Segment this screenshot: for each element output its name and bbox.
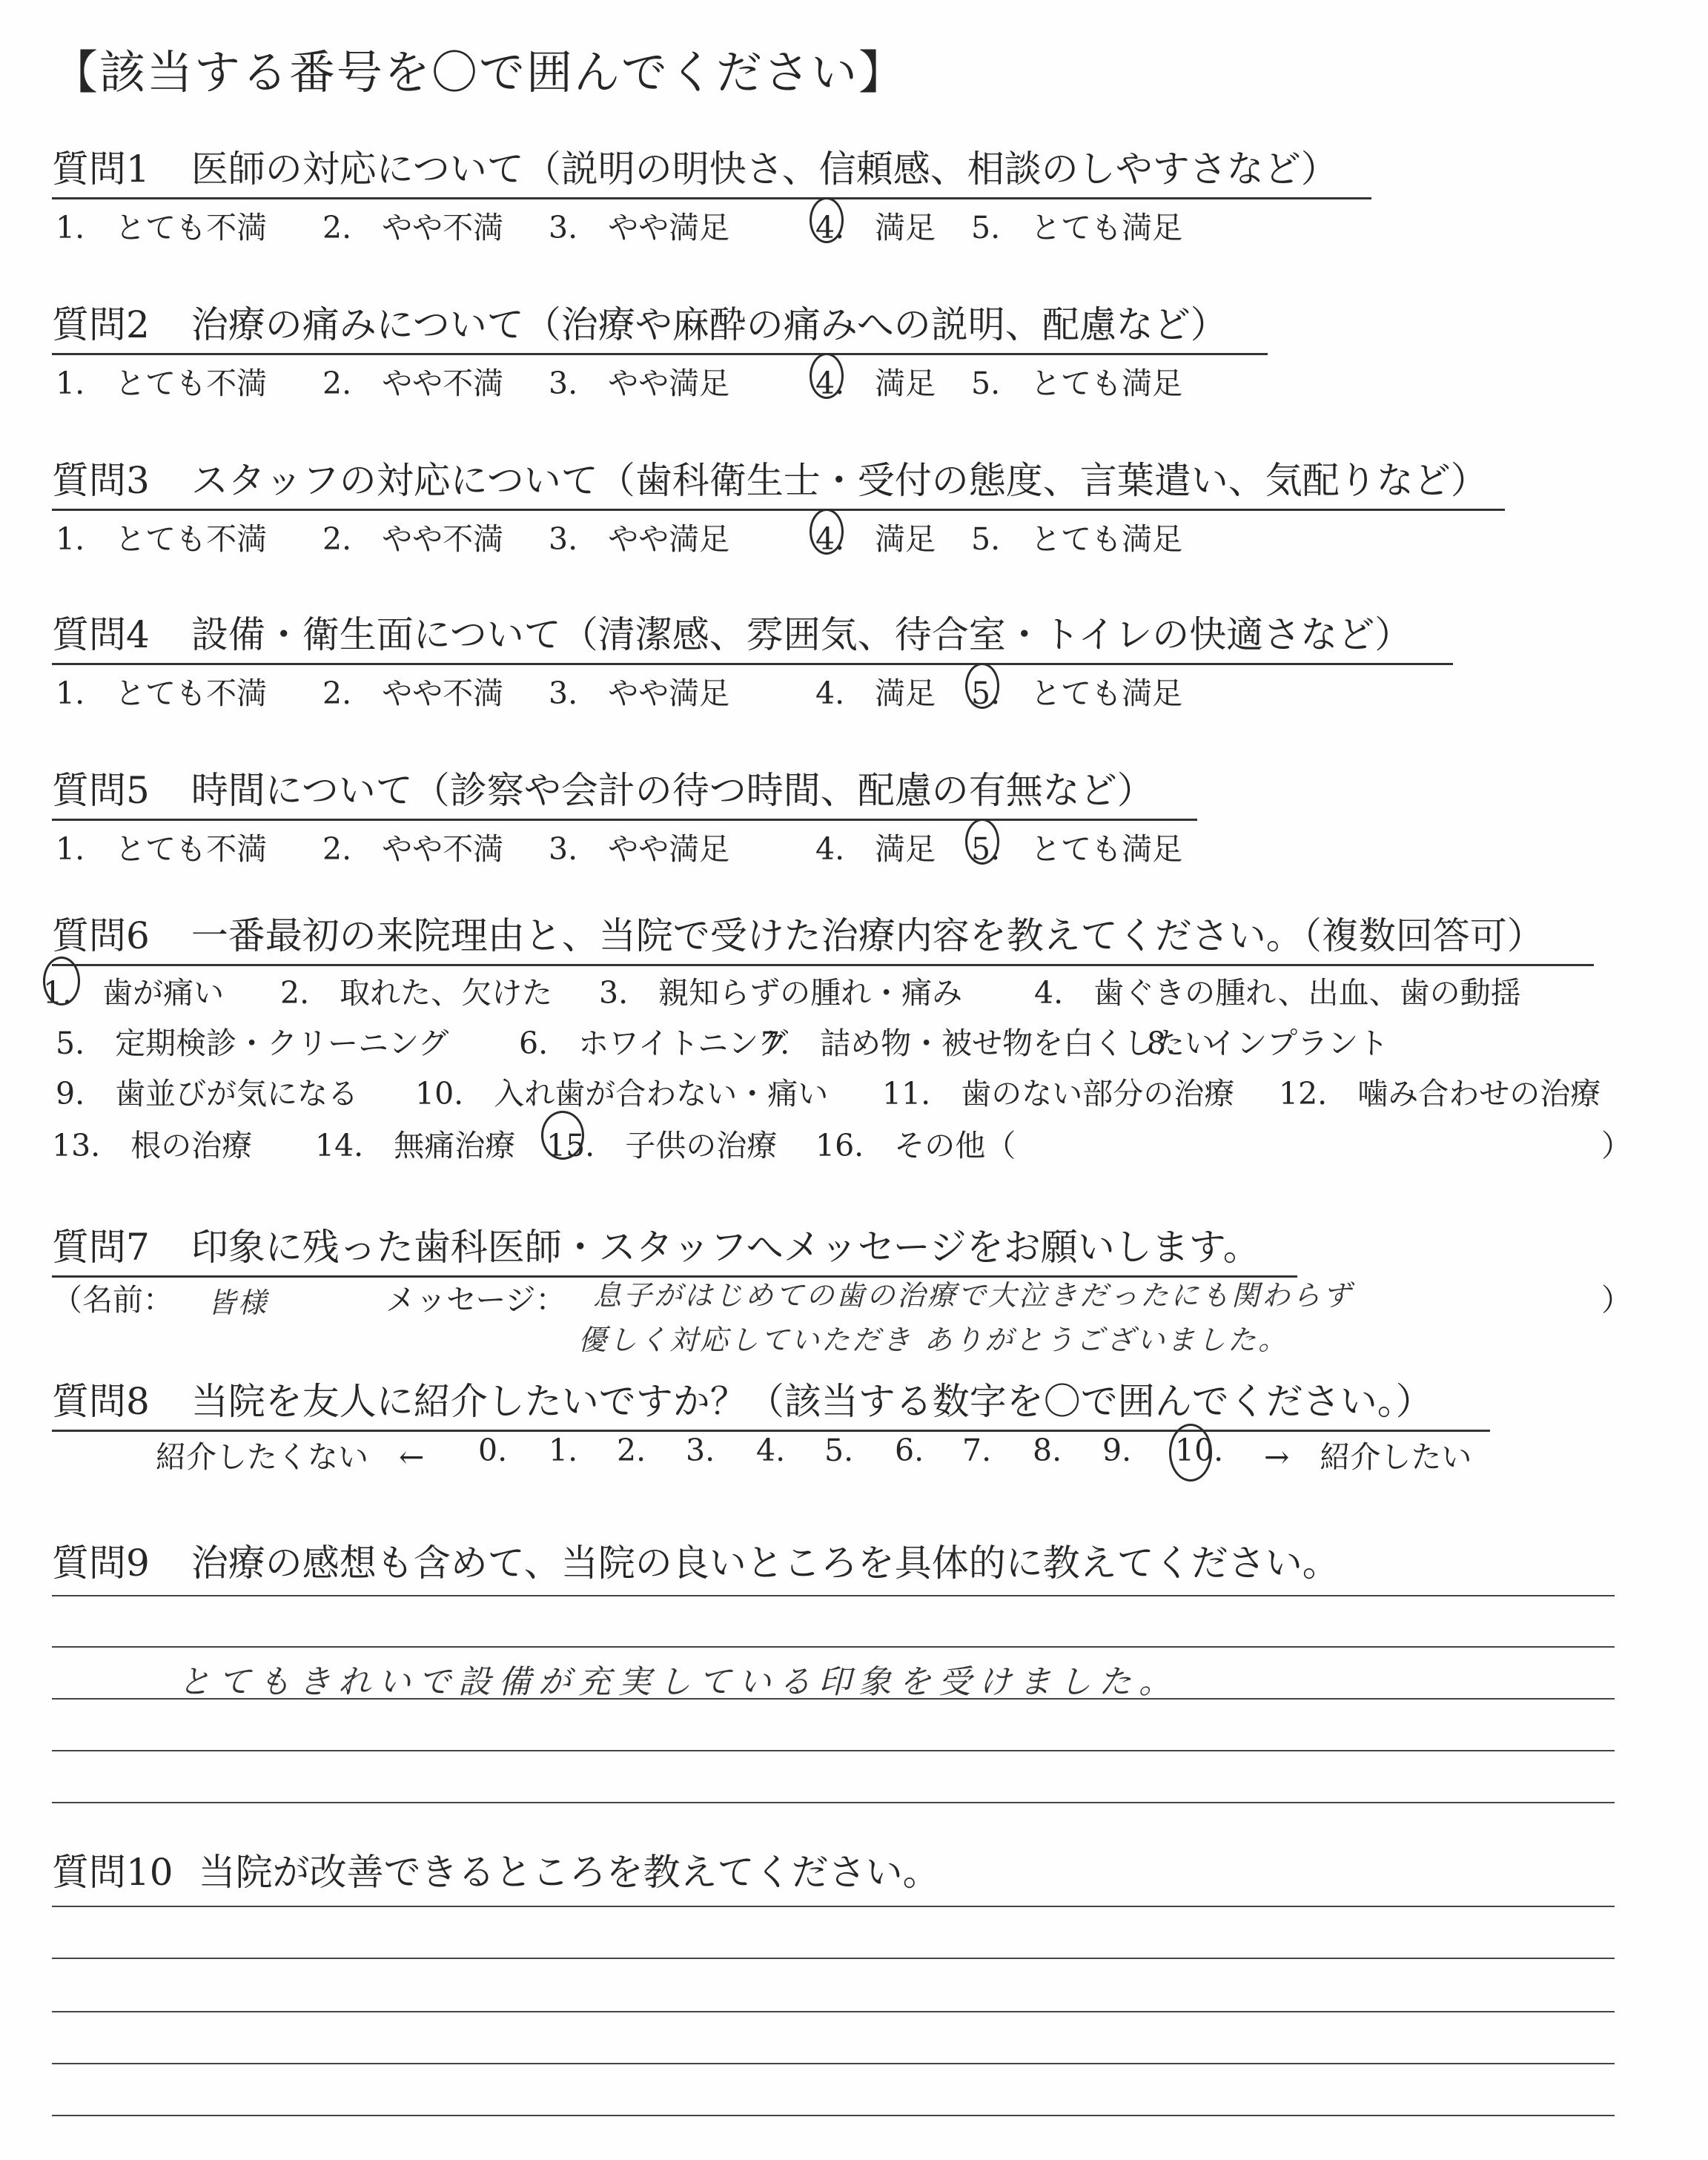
q10-answer-line xyxy=(52,2115,1615,2116)
q6-text: 一番最初の来院理由と、当院で受けた治療内容を教えてください。（複数回答可） xyxy=(191,914,1544,957)
q3-heading xyxy=(52,451,1505,511)
q9-heading xyxy=(52,1533,1340,1591)
q7-message-line2: 優しく対応していただき ありがとうございました。 xyxy=(578,1324,1289,1356)
q4-option: 4. 満足 xyxy=(815,676,936,711)
q8-number: 質問8 xyxy=(52,1380,150,1423)
q6-option: 4. 歯ぐきの腫れ、出血、歯の動揺 xyxy=(1034,975,1521,1011)
q2-option: 5. とても満足 xyxy=(971,366,1183,401)
q6-option: 12. 噛み合わせの治療 xyxy=(1279,1076,1601,1112)
q2-text: 治療の痛みについて（治療や麻酔の痛みへの説明、配慮など） xyxy=(191,303,1228,346)
q4-option: 5. とても満足 xyxy=(971,676,1183,711)
q7-close-paren: ） xyxy=(1601,1282,1632,1318)
q1-option: 4. 満足 xyxy=(815,210,936,245)
q7-name-value: 皆様 xyxy=(208,1287,269,1319)
q7-message-label: メッセージ： xyxy=(385,1282,566,1318)
q2-heading xyxy=(52,295,1268,355)
q1-option: 3. やや満足 xyxy=(549,210,730,245)
q6-option: 3. 親知らずの腫れ・痛み xyxy=(599,975,963,1011)
q6-option: 13. 根の治療 xyxy=(52,1128,253,1163)
q10-number: 質問10 xyxy=(52,1851,173,1894)
q5-heading xyxy=(52,761,1197,821)
q8-scale-value: 8. xyxy=(1033,1433,1062,1468)
q8-heading xyxy=(52,1372,1490,1432)
q8-scale-value: 3. xyxy=(686,1433,715,1468)
q8-scale-value: 2. xyxy=(617,1433,646,1468)
q7-text: 印象に残った歯科医師・スタッフへメッセージをお願いします。 xyxy=(191,1226,1260,1269)
q8-scale-value: 7. xyxy=(962,1433,992,1468)
q6-option: 9. 歯並びが気になる xyxy=(56,1076,359,1112)
q7-heading xyxy=(52,1218,1297,1278)
q6-option: 6. ホワイトニング xyxy=(519,1025,789,1061)
q8-scale-value: 9. xyxy=(1102,1433,1132,1468)
q6-option: 14. 無痛治療 xyxy=(315,1128,516,1163)
q1-option: 2. やや不満 xyxy=(322,210,504,245)
q7-name-label: （名前： xyxy=(52,1282,173,1318)
q8-scale-value: 1. xyxy=(549,1433,578,1468)
q5-option: 1. とても不満 xyxy=(56,831,268,867)
q5-text: 時間について（診察や会計の待つ時間、配慮の有無など） xyxy=(191,769,1154,812)
q3-option: 5. とても満足 xyxy=(971,521,1183,557)
q5-option: 2. やや不満 xyxy=(322,831,504,867)
q6-option: 2. 取れた、欠けた xyxy=(280,975,553,1011)
q1-number: 質問1 xyxy=(52,148,150,191)
q9-answer-line xyxy=(52,1750,1615,1751)
q6-option: 16. その他（ xyxy=(815,1128,1016,1163)
q10-answer-line xyxy=(52,1906,1615,1907)
selected-answer-circle xyxy=(810,197,844,243)
q5-option: 5. とても満足 xyxy=(971,831,1183,867)
q1-option: 1. とても不満 xyxy=(56,210,268,245)
selected-answer-circle xyxy=(965,819,999,865)
selected-answer-circle xyxy=(43,957,80,1005)
q6-option: 5. 定期検診・クリーニング xyxy=(56,1025,449,1061)
q4-heading xyxy=(52,605,1453,665)
q3-option: 2. やや不満 xyxy=(322,521,504,557)
q3-option: 4. 満足 xyxy=(815,521,936,557)
q6-option: 11. 歯のない部分の治療 xyxy=(882,1076,1235,1112)
q6-heading xyxy=(52,906,1594,966)
q2-option: 1. とても不満 xyxy=(56,366,268,401)
q6-option: 8. インプラント xyxy=(1147,1025,1389,1061)
q1-heading xyxy=(52,139,1371,199)
q2-option: 3. やや満足 xyxy=(549,366,730,401)
q8-scale-value: 5. xyxy=(824,1433,854,1468)
q9-answer-line xyxy=(52,1646,1615,1648)
q4-text: 設備・衛生面について（清潔感、雰囲気、待合室・トイレの快適さなど） xyxy=(191,613,1412,656)
q4-option: 2. やや不満 xyxy=(322,676,504,711)
q5-option: 4. 満足 xyxy=(815,831,936,867)
q8-right-label: → 紹介したい xyxy=(1264,1439,1472,1475)
q3-option: 1. とても不満 xyxy=(56,521,268,557)
q1-text: 医師の対応について（説明の明快さ、信頼感、相談のしやすさなど） xyxy=(191,148,1338,191)
q2-option: 2. やや不満 xyxy=(322,366,504,401)
q4-option: 1. とても不満 xyxy=(56,676,268,711)
q10-answer-line xyxy=(52,2063,1615,2064)
q10-text: 当院が改善できるところを教えてください。 xyxy=(198,1851,940,1894)
q3-option: 3. やや満足 xyxy=(549,521,730,557)
q8-text: 当院を友人に紹介したいですか？（該当する数字を〇で囲んでください。） xyxy=(191,1380,1433,1423)
selected-answer-circle xyxy=(965,663,999,709)
q9-text: 治療の感想も含めて、当院の良いところを具体的に教えてください。 xyxy=(191,1542,1340,1585)
selected-answer-circle xyxy=(1169,1424,1212,1482)
q5-number: 質問5 xyxy=(52,769,150,812)
q4-number: 質問4 xyxy=(52,613,150,656)
q10-answer-line xyxy=(52,1958,1615,1959)
q8-scale-value: 6. xyxy=(895,1433,924,1468)
selected-answer-circle xyxy=(541,1111,584,1160)
q9-answer-line xyxy=(52,1595,1615,1596)
q2-option: 4. 満足 xyxy=(815,366,936,401)
q6-option: 7. 詰め物・被せ物を白くしたい xyxy=(761,1025,1216,1061)
q10-answer-line xyxy=(52,2011,1615,2012)
q4-option: 3. やや満足 xyxy=(549,676,730,711)
q10-heading xyxy=(52,1843,940,1900)
selected-answer-circle xyxy=(810,509,844,555)
q6-option: 15. 子供の治療 xyxy=(546,1128,778,1163)
q3-number: 質問3 xyxy=(52,459,150,502)
q1-option: 5. とても満足 xyxy=(971,210,1183,245)
q6-option: 10. 入れ歯が合わない・痛い xyxy=(415,1076,829,1112)
q7-number: 質問7 xyxy=(52,1226,150,1269)
q2-number: 質問2 xyxy=(52,303,150,346)
q9-answer-line xyxy=(52,1802,1615,1803)
q9-number: 質問9 xyxy=(52,1542,150,1585)
q6-number: 質問6 xyxy=(52,914,150,957)
q8-scale-value: 4. xyxy=(756,1433,786,1468)
q6-close-paren: ） xyxy=(1601,1128,1632,1163)
q6-option: 1. 歯が痛い xyxy=(43,975,225,1011)
q8-left-label: 紹介したくない ← xyxy=(156,1439,425,1475)
q5-option: 3. やや満足 xyxy=(549,831,730,867)
q8-scale-value: 0. xyxy=(478,1433,508,1468)
q7-message-line1: 息子がはじめての歯の治療で大泣きだったにも関わらず xyxy=(593,1279,1354,1312)
q3-text: スタッフの対応について（歯科衛生士・受付の態度、言葉遣い、気配りなど） xyxy=(191,459,1488,502)
q9-answer: とてもきれいで設備が充実している印象を受けました。 xyxy=(178,1663,1179,1701)
page-title: 【該当する番号を〇で囲んでください】 xyxy=(52,45,907,99)
selected-answer-circle xyxy=(810,353,844,399)
q8-scale-value: 10. xyxy=(1175,1433,1224,1468)
